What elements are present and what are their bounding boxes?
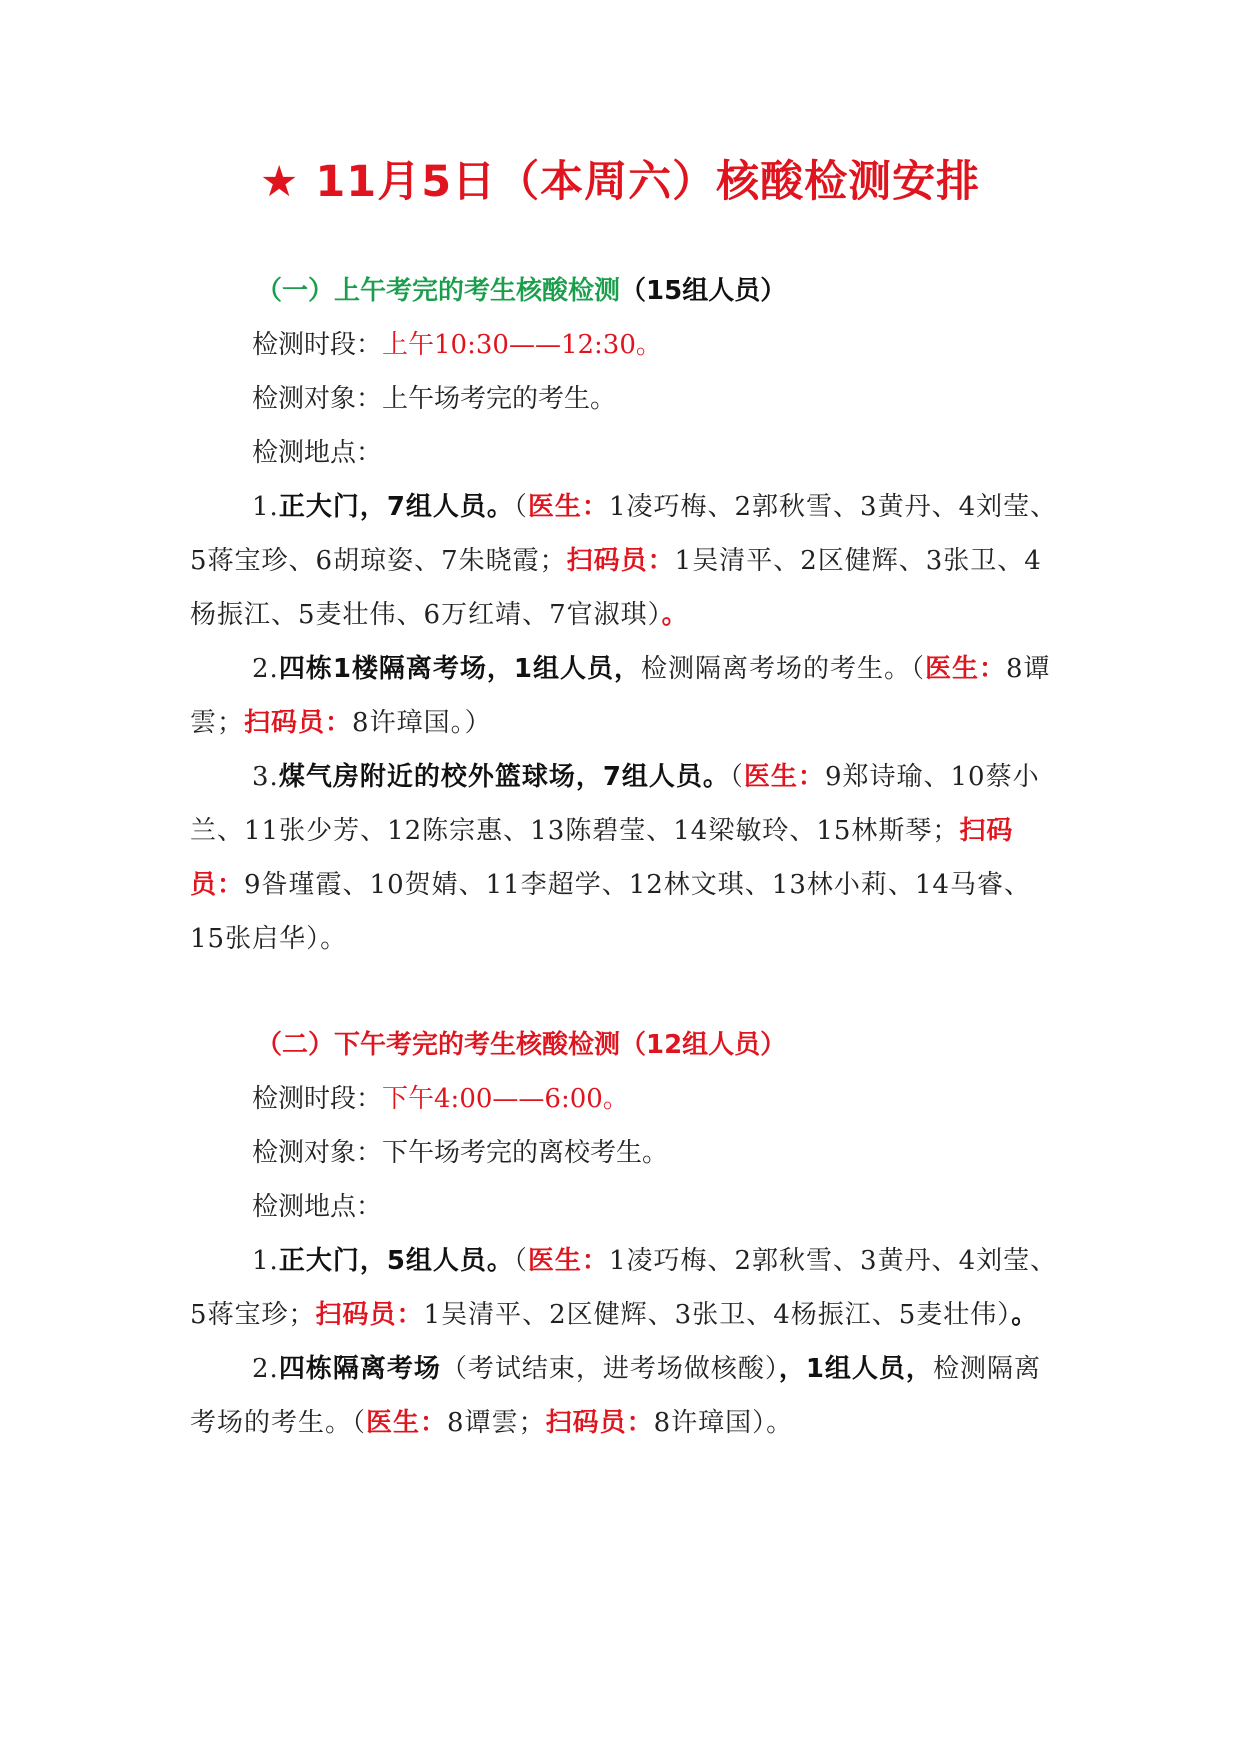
location-number: 1. bbox=[252, 492, 279, 522]
location-note: 检测隔离考场的考生。（ bbox=[641, 654, 926, 684]
doctor-label: 医生： bbox=[366, 1408, 448, 1438]
doctor-list: 9郑诗瑜、10蔡小兰、11张少芳、12陈宗惠、13陈碧莹、14梁敏玲、15林斯琴； bbox=[190, 762, 1040, 846]
section-1-time-value: 上午10:30——12:30。 bbox=[382, 330, 662, 360]
section-2-time bbox=[190, 1072, 1060, 1126]
scanner-list: 8许璋国。） bbox=[352, 708, 492, 738]
location-title: 正大门，5组人员。 bbox=[278, 1246, 514, 1276]
section-2-heading: （二）下午考完的考生核酸检测（12组人员） bbox=[256, 1030, 787, 1060]
location-detail: 检测隔离考场的考生。（ bbox=[190, 1354, 1041, 1438]
paren-open: （ bbox=[729, 762, 744, 792]
paren-open: （ bbox=[513, 1246, 528, 1276]
location-title: 煤气房附近的校外篮球场，7组人员。 bbox=[278, 762, 730, 792]
section-1-heading bbox=[190, 264, 1060, 318]
location-number: 1. bbox=[252, 1246, 279, 1276]
location-number: 2. bbox=[252, 654, 279, 684]
scanner-label: 扫码员： bbox=[566, 546, 675, 576]
scanner-label: 扫码员： bbox=[244, 708, 353, 738]
section-2-time-value: 下午4:00——6:00。 bbox=[382, 1084, 629, 1114]
section-2-time-label: 检测时段： bbox=[252, 1084, 383, 1114]
section-2-target: 检测对象：下午场考完的离校考生。 bbox=[252, 1138, 669, 1168]
page-title: ★ 11月5日（本周六）核酸检测安排 bbox=[259, 157, 981, 207]
location-count: ，1组人员， bbox=[778, 1354, 933, 1384]
scanner-list: 1吴清平、2区健辉、3张卫、4杨振江、5麦壮伟） bbox=[423, 1300, 1012, 1330]
section-2-place-label: 检测地点： bbox=[252, 1192, 383, 1222]
doctor-label: 医生： bbox=[527, 492, 609, 522]
location-number: 2. bbox=[252, 1354, 279, 1384]
section-1-time bbox=[190, 318, 1060, 372]
doctor-label: 医生： bbox=[527, 1246, 609, 1276]
doctor-label: 医生： bbox=[925, 654, 1007, 684]
doctor-list: 8谭雲； bbox=[447, 1408, 546, 1438]
scanner-list: 9昝瑾霞、10贺婧、11李超学、12林文琪、13林小莉、14马睿、15张启华）。 bbox=[190, 870, 1031, 954]
section-1-time-label: 检测时段： bbox=[252, 330, 383, 360]
doctor-list: 1凌巧梅、2郭秋雪、3黄丹、4刘莹、5蒋宝珍、6胡琼姿、7朱晓霞； bbox=[190, 492, 1058, 576]
location-title: 正大门，7组人员。 bbox=[278, 492, 514, 522]
scanner-label: 扫码员： bbox=[190, 816, 1014, 900]
scanner-label: 扫码员： bbox=[315, 1300, 424, 1330]
section-1-heading-text: （一）上午考完的考生核酸检测 bbox=[256, 276, 621, 306]
doctor-label: 医生： bbox=[743, 762, 825, 792]
paren-open: （ bbox=[513, 492, 528, 522]
doctor-list: 8谭雲； bbox=[190, 654, 1051, 738]
section-1-location-3 bbox=[190, 750, 1060, 966]
location-title: 四栋1楼隔离考场，1组人员， bbox=[278, 654, 641, 684]
location-title: 四栋隔离考场 bbox=[278, 1354, 441, 1384]
section-2-location-1 bbox=[190, 1234, 1060, 1342]
section-1-location-2 bbox=[190, 642, 1060, 750]
location-number: 3. bbox=[252, 762, 279, 792]
location-note: （考试结束，进考场做核酸） bbox=[440, 1354, 779, 1384]
section-1-target: 检测对象：上午场考完的考生。 bbox=[252, 384, 617, 414]
doctor-list: 1凌巧梅、2郭秋雪、3黄丹、4刘莹、5蒋宝珍； bbox=[190, 1246, 1058, 1330]
section-2-location-2 bbox=[190, 1342, 1060, 1450]
section-1-count: （15组人员） bbox=[620, 276, 787, 306]
scanner-label: 扫码员： bbox=[545, 1408, 654, 1438]
end-mark: 。 bbox=[1011, 1300, 1039, 1330]
section-1-place-label: 检测地点： bbox=[252, 438, 383, 468]
section-gap bbox=[190, 966, 1060, 1018]
end-mark: 。 bbox=[661, 600, 689, 630]
document-body bbox=[190, 264, 1060, 1450]
section-1-location-1 bbox=[190, 480, 1060, 642]
scanner-list: 8许璋国）。 bbox=[653, 1408, 794, 1438]
scanner-list: 1吴清平、2区健辉、3张卫、4杨振江、5麦壮伟、6万红靖、7官淑琪） bbox=[190, 546, 1042, 630]
